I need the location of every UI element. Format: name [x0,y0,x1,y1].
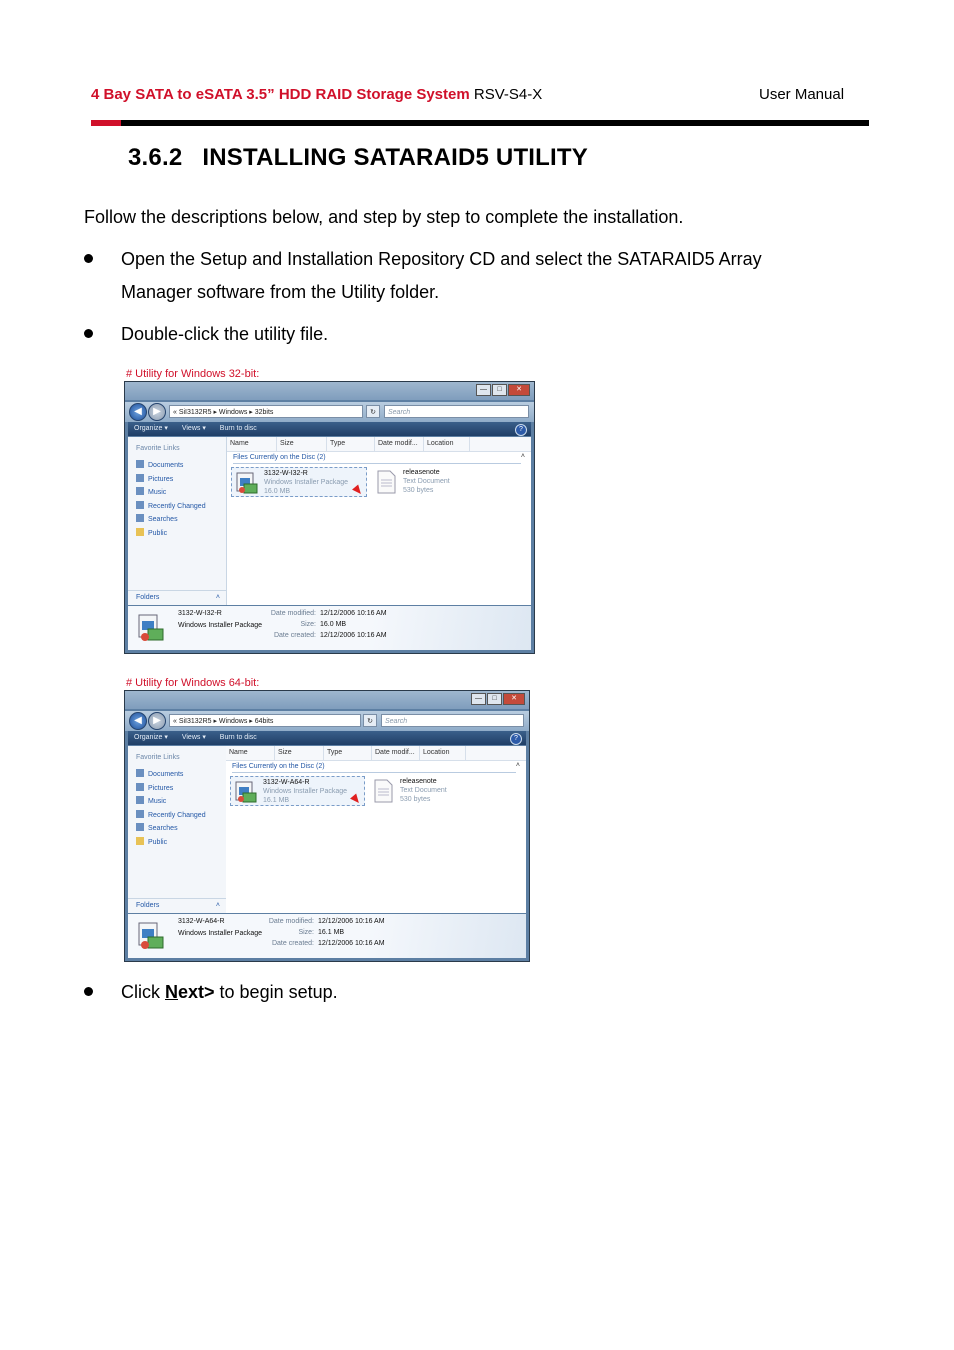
file-item-releasenote[interactable] [368,776,468,806]
navigation-pane [128,437,227,605]
column-size[interactable]: Size [275,746,324,760]
header-rule [91,120,869,126]
file-type: Windows Installer Package [263,788,348,795]
bullet-click-next [121,976,841,1009]
music-icon [136,796,144,804]
details-pane [128,606,531,650]
text-document-icon [370,778,396,804]
file-item-releasenote[interactable] [371,467,471,497]
details-size-value: 16.0 MB [320,621,347,628]
column-location[interactable]: Location [420,746,466,760]
column-size[interactable]: Size [277,437,327,451]
burn-to-disc-button[interactable]: Burn to disc [219,425,257,432]
nav-link-label: Pictures [148,785,174,792]
column-date-modified[interactable]: Date modif... [372,746,420,760]
details-created-label: Date created: [271,940,314,947]
column-date-modified[interactable]: Date modif... [375,437,424,451]
intro-paragraph: Follow the descriptions below, and step by step to complete the installation. [84,207,684,227]
file-size: 16.1 MB [263,797,290,804]
chevron-up-icon[interactable]: ˄ [515,762,520,769]
file-size: 16.0 MB [264,488,291,495]
file-type: Text Document [403,478,450,485]
group-header: Files Currently on the Disc (2) [232,763,325,770]
back-arrow-icon[interactable]: ◀ [129,712,147,730]
details-file-name: 3132-W-A64-R [178,918,225,925]
minimize-icon[interactable]: — [471,693,486,705]
column-location[interactable]: Location [424,437,470,451]
documents-icon [136,460,144,468]
manual-label: User Manual [759,86,845,103]
folders-label: Folders [136,902,160,909]
nav-link-recently-changed[interactable] [136,501,206,510]
address-bar-row [125,711,529,731]
pictures-icon [136,474,144,482]
nav-link-label: Music [148,489,167,496]
address-input[interactable]: « SiI3132R5 ▸ Windows ▸ 32bits [169,405,363,418]
section-title: INSTALLING SATARAID5 UTILITY [202,144,588,171]
column-type[interactable]: Type [324,746,372,760]
nav-link-label: Public [148,839,168,846]
nav-link-label: Documents [148,771,184,778]
folders-toggle[interactable] [128,898,226,913]
file-name: 3132-W-A64-R [263,779,310,786]
nav-link-label: Recently Changed [148,812,206,819]
next-accelerator-key: N [165,982,178,1002]
organize-button[interactable]: Organize ▾ [134,425,168,432]
details-modified-value: 12/12/2006 10:16 AM [318,918,385,925]
folder-icon [136,528,144,536]
installer-package-icon [136,612,166,644]
searches-icon [136,514,144,522]
chevron-up-icon[interactable]: ˄ [520,453,525,460]
details-size-label: Size: [300,621,316,628]
mouse-pointer-icon [352,484,364,496]
explorer-window-32bit [124,381,535,654]
file-size: 530 bytes [400,796,431,803]
column-type[interactable]: Type [327,437,375,451]
nav-link-label: Recently Changed [148,503,206,510]
command-toolbar [128,731,526,745]
favorite-links-heading: Favorite Links [136,445,180,452]
nav-link-public[interactable] [136,837,167,846]
bullet-text: Click [121,982,165,1002]
burn-to-disc-button[interactable]: Burn to disc [219,734,257,741]
nav-link-label: Searches [148,516,178,523]
nav-link-label: Documents [148,462,184,469]
installer-package-icon [234,470,260,496]
column-name[interactable]: Name [227,437,277,451]
file-type: Text Document [400,787,447,794]
maximize-icon[interactable]: □ [492,384,507,396]
recent-icon [136,501,144,509]
caption-32bit: # Utility for Windows 32-bit: [126,368,260,380]
next-label-rest: ext> [178,982,215,1002]
nav-link-label: Searches [148,825,178,832]
nav-link-pictures[interactable] [136,474,173,483]
details-created-value: 12/12/2006 10:16 AM [318,940,385,947]
text-document-icon [373,469,399,495]
installer-package-icon [136,920,166,952]
documents-icon [136,769,144,777]
address-bar-row [125,402,534,422]
views-button[interactable]: Views ▾ [181,425,206,432]
column-headers [227,437,531,452]
nav-link-label: Music [148,798,167,805]
bullet-open-cd [121,243,841,309]
details-file-name: 3132-W-I32-R [178,610,222,617]
details-created-value: 12/12/2006 10:16 AM [320,632,387,639]
nav-link-label: Pictures [148,476,174,483]
details-modified-value: 12/12/2006 10:16 AM [320,610,387,617]
recent-icon [136,810,144,818]
next-button-label [165,982,215,1002]
refresh-icon[interactable]: ↻ [366,405,380,418]
file-item-installer[interactable] [231,467,367,497]
command-toolbar [128,422,531,436]
back-arrow-icon[interactable]: ◀ [129,403,147,421]
chevron-up-icon: ˄ [215,594,220,601]
file-type: Windows Installer Package [264,479,349,486]
caption-64bit: # Utility for Windows 64-bit: [126,677,260,689]
group-divider [232,772,516,773]
model-number: RSV-S4-X [473,86,543,103]
details-modified-label: Date modified: [268,918,314,925]
nav-link-searches[interactable] [136,514,178,523]
nav-link-music[interactable] [136,487,166,496]
organize-button[interactable]: Organize ▾ [134,734,168,741]
bullet-dot [84,329,93,338]
forward-arrow-icon[interactable]: ▶ [148,712,166,730]
nav-link-public[interactable] [136,528,167,537]
navigation-pane [128,746,227,913]
title-bar [125,382,534,400]
favorite-links-heading: Favorite Links [136,754,180,761]
details-file-type: Windows Installer Package [178,930,263,937]
file-name: 3132-W-I32-R [264,470,308,477]
bullet-text-line: Manager software from the Utility folder. [121,282,440,302]
column-name[interactable]: Name [226,746,275,760]
folders-toggle[interactable] [128,590,226,605]
folders-label: Folders [136,594,160,601]
nav-link-searches[interactable] [136,823,178,832]
nav-link-label: Public [148,530,168,537]
bullet-double-click: Double-click the utility file. [121,324,329,344]
file-name: releasenote [403,469,440,476]
header-rule-accent [91,120,121,126]
address-input[interactable]: « SiI3132R5 ▸ Windows ▸ 64bits [169,714,361,727]
chevron-up-icon: ˄ [215,902,220,909]
pictures-icon [136,783,144,791]
nav-link-music[interactable] [136,796,166,805]
views-button[interactable]: Views ▾ [181,734,206,741]
details-size-label: Size: [298,929,314,936]
title-bar [125,691,529,709]
product-title: 4 Bay SATA to eSATA 3.5” HDD RAID Storage System [91,86,470,103]
nav-link-recently-changed[interactable] [136,810,206,819]
column-headers [226,746,526,761]
close-icon[interactable]: ✕ [508,384,530,396]
close-icon[interactable]: ✕ [503,693,525,705]
search-input[interactable]: Search [381,714,524,727]
running-header [91,86,542,103]
minimize-icon[interactable]: — [476,384,491,396]
nav-link-pictures[interactable] [136,783,173,792]
nav-link-documents[interactable] [136,769,183,778]
details-pane [128,914,526,958]
details-modified-label: Date modified: [270,610,316,617]
file-list-pane [226,746,526,913]
installer-package-icon [233,779,259,805]
mouse-pointer-icon [350,793,362,805]
section-heading [128,144,588,172]
group-divider [233,463,521,464]
file-name: releasenote [400,778,437,785]
maximize-icon[interactable]: □ [487,693,502,705]
bullet-text-line: Open the Setup and Installation Repository CD and select the SATARAID5 Array [121,249,762,269]
help-icon[interactable]: ? [515,424,527,436]
bullet-dot [84,254,93,263]
group-header: Files Currently on the Disc (2) [233,454,326,461]
searches-icon [136,823,144,831]
details-created-label: Date created: [273,632,316,639]
music-icon [136,487,144,495]
nav-link-documents[interactable] [136,460,183,469]
file-list-pane [227,437,531,605]
help-icon[interactable]: ? [510,733,522,745]
forward-arrow-icon[interactable]: ▶ [148,403,166,421]
file-item-installer[interactable] [230,776,365,806]
details-file-type: Windows Installer Package [178,622,263,629]
file-size: 530 bytes [403,487,434,494]
explorer-window-64bit [124,690,530,962]
bullet-dot [84,987,93,996]
section-number: 3.6.2 [128,144,183,171]
refresh-icon[interactable]: ↻ [363,714,377,727]
bullet-text: to begin setup. [214,982,338,1002]
search-input[interactable]: Search [384,405,529,418]
folder-icon [136,837,144,845]
details-size-value: 16.1 MB [318,929,345,936]
